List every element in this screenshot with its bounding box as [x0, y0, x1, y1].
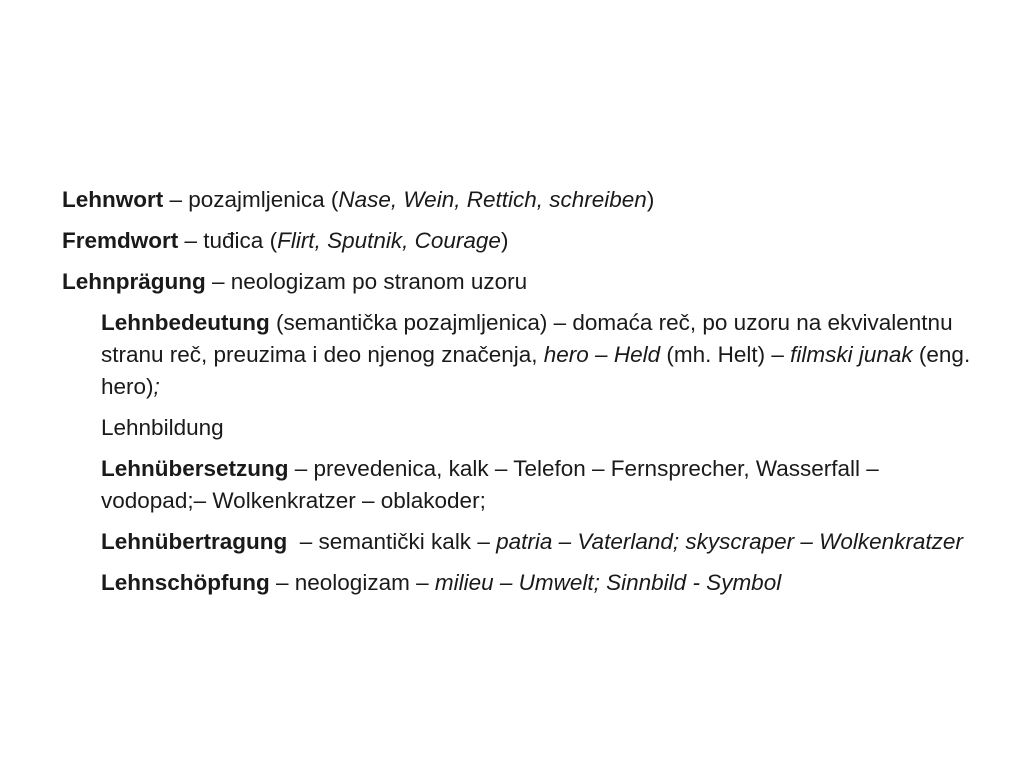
lehnbedeutung-end: ; [153, 374, 160, 399]
term-lehnuebersetzung: Lehnübersetzung [101, 456, 289, 481]
item-lehnuebersetzung [62, 453, 982, 517]
term-lehnwort: Lehnwort [62, 187, 164, 212]
item-lehnuebertragung [62, 526, 982, 558]
lehnuebertragung-definition: – semantički kalk – [287, 529, 497, 554]
fremdwort-close: ) [500, 228, 509, 253]
fremdwort-examples: Flirt, Sputnik, Courage [277, 228, 501, 253]
term-fremdwort: Fremdwort [62, 228, 179, 253]
lehnwort-close: ) [646, 187, 655, 212]
item-fremdwort [62, 225, 982, 257]
lehnschoepfung-definition: – neologizam – [269, 570, 435, 595]
lehnbedeutung-note: (mh. Helt) – [660, 342, 791, 367]
term-lehnbedeutung: Lehnbedeutung [101, 310, 270, 335]
lehnbedeutung-gloss: (eng. hero) [101, 342, 971, 399]
term-lehnuebertragung: Lehnübertragung [101, 529, 288, 554]
fremdwort-definition: – tuđica ( [178, 228, 278, 253]
lehnbedeutung-example-2: filmski junak [790, 342, 913, 367]
lehnbedeutung-example-1: hero – Held [543, 342, 661, 367]
lehnwort-definition: – pozajmljenica ( [163, 187, 339, 212]
item-lehnschoepfung [62, 567, 982, 599]
lehnwort-examples: Nase, Wein, Rettich, schreiben [338, 187, 647, 212]
item-lehnbedeutung [62, 307, 982, 403]
item-lehnbildung [62, 412, 982, 444]
lehnbedeutung-definition: (semantička pozajmljenica) – domaća reč, po uzoru na ekvivalentnu stranu reč, preuzima i deo njenog značenja, [101, 310, 953, 367]
lehnuebersetzung-definition: – prevedenica, kalk – Telefon – Fernsprecher, Wasserfall – vodopad;– Wolkenkratzer – oblakoder; [101, 456, 879, 513]
item-lehnpraegung [62, 266, 982, 298]
term-lehnpraegung: Lehnprägung [62, 269, 206, 294]
lehnuebertragung-examples: patria – Vaterland; skyscraper – Wolkenkratzer [496, 529, 963, 554]
term-lehnbildung: Lehnbildung [101, 415, 224, 440]
slide-body [62, 184, 982, 608]
lehnpraegung-definition: – neologizam po stranom uzoru [205, 269, 528, 294]
item-lehnwort [62, 184, 982, 216]
term-lehnschoepfung: Lehnschöpfung [101, 570, 270, 595]
lehnschoepfung-examples: milieu – Umwelt; Sinnbild - Symbol [434, 570, 782, 595]
